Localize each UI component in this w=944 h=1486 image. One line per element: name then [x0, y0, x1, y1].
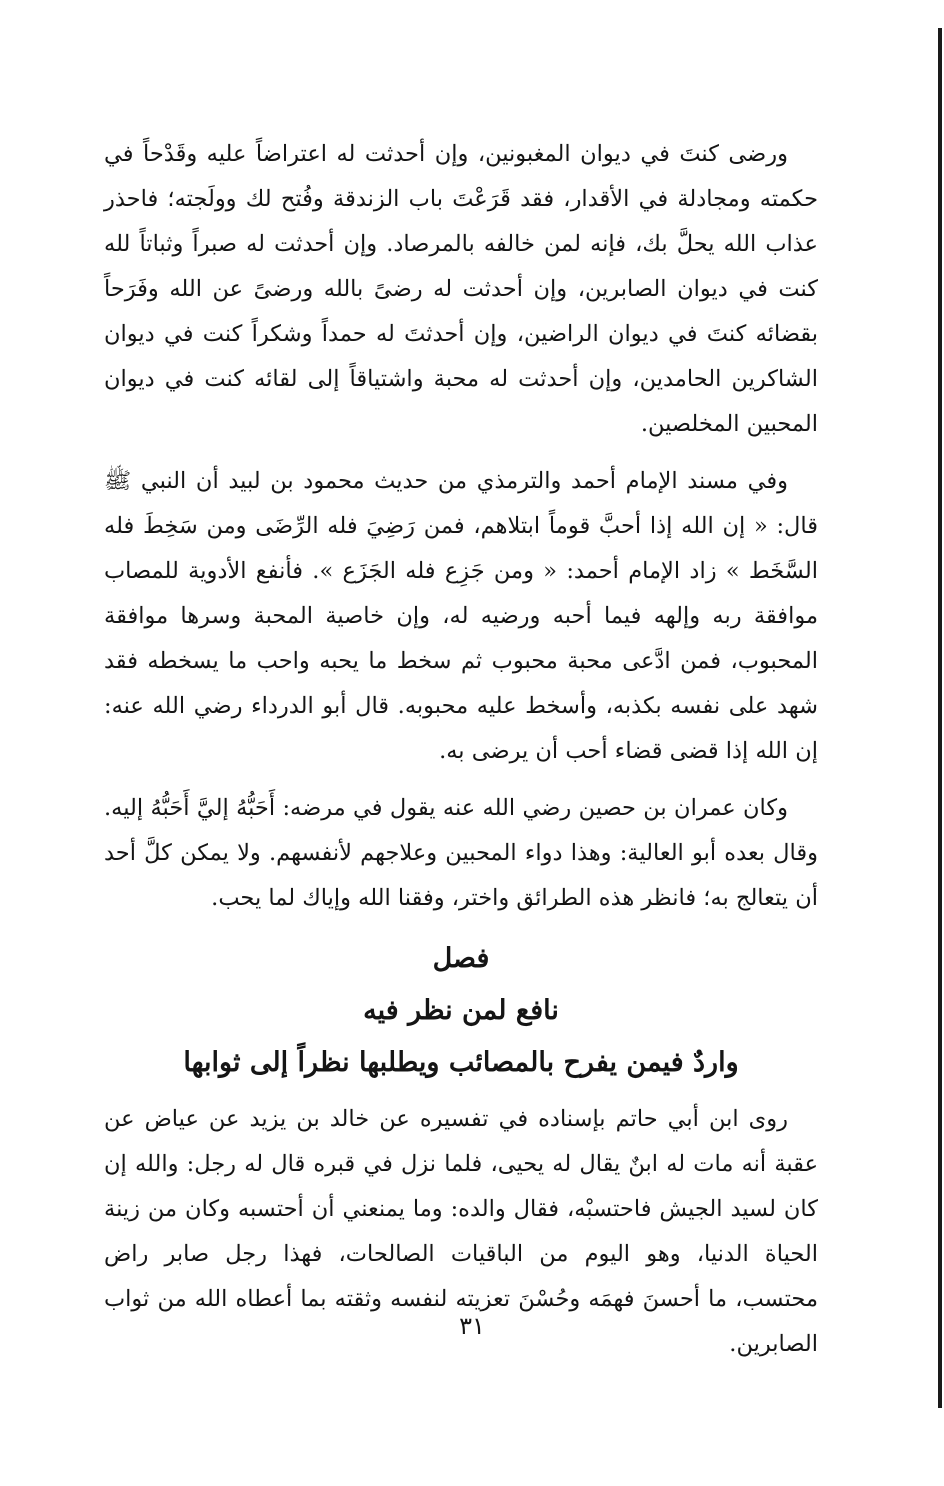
paragraph-diwans: ورضى كنتَ في ديوان المغبونين، وإن أحدثت له اعتراضاً عليه وقَدْحاً في حكمته ومجادلة في الأقدار، فقد قَرَعْتَ باب الزندقة وفُتح لك وولَجته؛ فاحذر عذاب الله يحلَّ بك، فإنه لمن خالفه بالمرصاد. وإن أحدثت له صبراً وثباتاً لله كنت في ديوان الصابرين، وإن أحدثت له رضىً بالله ورضىً عن الله وفَرَحاً بقضائه كنتَ في ديوان الراضين، وإن أحدثتَ له حمداً وشكراً كنت في ديوان الشاكرين الحامدين، وإن أحدثت له محبة واشتياقاً إلى لقائه كنت في ديوان المحبين المخلصين. [104, 141, 818, 437]
page-number: ٣١ [459, 1312, 485, 1340]
section-title: واردٌ فيمن يفرح بالمصائب ويطلبها نظراً إلى ثوابها [183, 1047, 739, 1078]
page-edge-line [938, 28, 942, 1408]
paragraph-ibn-abi-hatim: روى ابن أبي حاتم بإسناده في تفسيره عن خالد بن يزيد عن عياض عن عقبة أنه مات له ابنٌ يقال له يحيى، فلما نزل في قبره قال له رجل: والله إن كان لسيد الجيش فاحتسبْه، فقال والده: وما يمنعني أن أحتسبه وكان من زينة الحياة الدنيا، وهو اليوم من الباقيات الصالحات، فهذا رجل صابر راض محتسب، ما أحسنَ فهمَه وحُسْنَ تعزيته لنفسه وثقته بما أعطاه الله من ثواب الصابرين. [104, 1106, 818, 1357]
paragraph-hadith: وفي مسند الإمام أحمد والترمذي من حديث محمود بن لبيد أن النبي ﷺ قال: « إن الله إذا أحبَّ قوماً ابتلاهم، فمن رَضِيَ فله الرِّضَى ومن سَخِطَ فله السَّخَط » زاد الإمام أحمد: « ومن جَزِع فله الجَزَع ». فأنفع الأدوية للمصاب موافقة ربه وإلهه فيما أحبه ورضيه له، وإن خاصية المحبة وسرها موافقة المحبوب، فمن ادَّعى محبة محبوب ثم سخط ما يحبه واحب ما يسخطه فقد شهد على نفسه بكذبه، وأسخط عليه محبوبه. قال أبو الدرداء رضي الله عنه: إن الله إذا قضى قضاء أحب أن يرضى به. [104, 468, 818, 764]
paragraph-imran: وكان عمران بن حصين رضي الله عنه يقول في مرضه: أَحَبُّهُ إليَّ أَحَبُّهُ إليه. وقال بعده أبو العالية: وهذا دواء المحبين وعلاجهم لأنفسهم. ولا يمكن كلَّ أحد أن يتعالج به؛ فانظر هذه الطرائق واختر، وفقنا الله وإياك لما يحب. [104, 795, 818, 911]
page-body [104, 132, 818, 1379]
section-subheading: نافع لمن نظر فيه [363, 995, 559, 1026]
section-heading: فصل [432, 943, 490, 974]
